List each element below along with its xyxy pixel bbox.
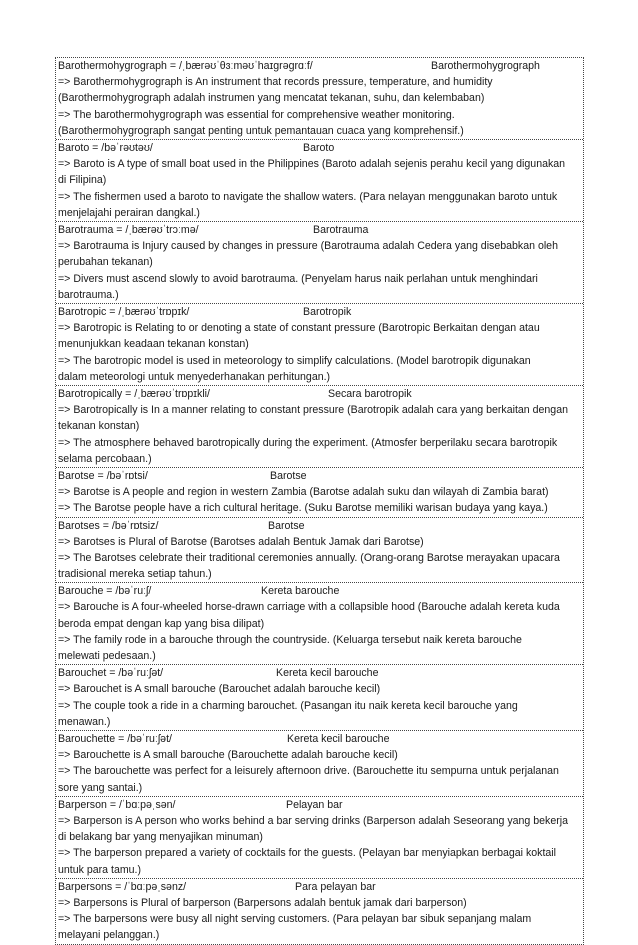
- entry-line: => The fishermen used a baroto to navigate the shallow waters. (Para nelayan menggunakan baroto untuk: [58, 190, 558, 203]
- entry-head: [58, 665, 581, 681]
- entry-translation: Barotse: [268, 519, 305, 532]
- entry-barouchette: [56, 731, 583, 797]
- entry-barothermohygrograph: [56, 58, 583, 140]
- entry-translation: Barothermohygrograph: [431, 60, 540, 72]
- entry-line: melewati pedesaan.): [58, 650, 156, 662]
- entry-line: menawan.): [58, 715, 111, 728]
- entry-line: => Baroto is A type of small boat used in the Philippines (Baroto adalah sejenis perahu kecil yang digunakan: [58, 158, 566, 170]
- entry-line: => The Barotse people have a rich cultural heritage. (Suku Barotse memiliki warisan budaya yang kaya.): [58, 502, 548, 515]
- entry-barotses: [56, 518, 583, 584]
- entry-line: => Barpersons is Plural of barperson (Barpersons adalah bentuk jamak dari barperson): [58, 896, 467, 909]
- entry-term: Barotses = /bəˈrɒtsiz/: [58, 519, 159, 532]
- entry-head: [58, 222, 581, 238]
- entry-line: => Barotropic is Relating to or denoting a state of constant pressure (Barotropic Berkaitan dengan atau: [58, 322, 540, 334]
- entry-translation: Secara barotropik: [328, 388, 412, 400]
- entry-line: untuk para tamu.): [58, 863, 142, 876]
- entry-baroto: [56, 140, 583, 222]
- entry-line: menjelajahi perairan dangkal.): [58, 206, 200, 219]
- entry-line: => The barotropic model is used in meteorology to simplify calculations. (Model barotropik digunakan: [58, 354, 531, 367]
- entry-translation: Para pelayan bar: [295, 880, 376, 893]
- entry-translation: Barotse: [270, 470, 307, 482]
- entry-translation: Baroto: [303, 142, 335, 154]
- entry-line: => Barotses is Plural of Barotse (Barotses adalah Bentuk Jamak dari Barotse): [58, 535, 424, 548]
- entry-line: => The barpersons were busy all night serving customers. (Para pelayan bar sibuk sepanjang malam: [58, 913, 532, 925]
- entry-translation: Pelayan bar: [286, 798, 343, 811]
- entry-line: tradisional mereka setiap tahun.): [58, 568, 212, 580]
- entry-line: di Filipina): [58, 174, 107, 187]
- entry-term: Barpersons = /ˈbɑːpəˌsənz/: [58, 880, 187, 893]
- entry-term: Barotrauma = /ˌbærəʊˈtrɔːmə/: [58, 224, 199, 236]
- entry-term: Barperson = /ˈbɑːpəˌsən/: [58, 798, 176, 811]
- entry-line: (Barothermohygrograph sangat penting untuk pemantauan cuaca yang komprehensif.): [58, 124, 464, 137]
- entry-line: beroda empat dengan kap yang bisa dilipat): [58, 617, 265, 630]
- entry-translation: Kereta barouche: [261, 585, 340, 598]
- entry-line: selama percobaan.): [58, 452, 152, 465]
- entry-line: dalam meteorologi untuk menyederhanakan perhitungan.): [58, 370, 331, 383]
- entry-term: Barouchet = /bəˈruːʃət/: [58, 667, 164, 680]
- dictionary-document: [55, 57, 584, 945]
- entry-head: [58, 731, 581, 747]
- entry-line: => Barotropically is In a manner relating to constant pressure (Barotropik adalah cara yang berkaitan dengan: [58, 404, 568, 416]
- entry-translation: Kereta kecil barouche: [276, 667, 379, 680]
- entry-line: => The barperson prepared a variety of cocktails for the guests. (Pelayan bar menyiapkan berbagai koktail: [58, 847, 556, 860]
- entry-term: Barotse = /bəˈrɒtsi/: [58, 470, 148, 482]
- entry-line: melayani pelanggan.): [58, 929, 160, 942]
- entry-barpersons: [56, 879, 583, 944]
- entry-line: => Barotse is A people and region in western Zambia (Barotse adalah suku dan wilayah di Zambia barat): [58, 486, 549, 498]
- entry-head: [58, 386, 581, 402]
- entry-line: => Barouchette is A small barouche (Barouchette adalah barouche kecil): [58, 749, 398, 761]
- entry-line: barotrauma.): [58, 288, 119, 301]
- entry-line: => The family rode in a barouche through the countryside. (Keluarga tersebut naik kereta barouche: [58, 633, 522, 646]
- entry-head: [58, 879, 581, 895]
- entry-barperson: [56, 797, 583, 879]
- entry-translation: Barotrauma: [313, 224, 369, 236]
- entry-barotropically: [56, 386, 583, 468]
- entry-term: Barotropic = /ˌbærəʊˈtrɒpɪk/: [58, 306, 190, 318]
- entry-line: => Divers must ascend slowly to avoid barotrauma. (Penyelam harus naik perlahan untuk menghindari: [58, 272, 538, 285]
- entry-head: [58, 518, 581, 534]
- entry-line: perubahan tekanan): [58, 256, 153, 269]
- entry-head: [58, 583, 581, 599]
- entry-head: [58, 797, 581, 813]
- entry-line: => Barouchet is A small barouche (Barouchet adalah barouche kecil): [58, 683, 381, 696]
- entry-head: [58, 304, 581, 320]
- entry-term: Baroto = /bəˈrəʊtəʊ/: [58, 142, 153, 154]
- entry-line: => The atmosphere behaved barotropically during the experiment. (Atmosfer berperilaku secara barotropik: [58, 436, 558, 449]
- entry-barotse: [56, 468, 583, 518]
- entry-term: Barotropically = /ˌbærəʊˈtrɒpɪkli/: [58, 388, 210, 400]
- entry-barotropic: [56, 304, 583, 386]
- entry-head: [58, 468, 581, 484]
- entry-line: => The couple took a ride in a charming barouchet. (Pasangan itu naik kereta kecil barouche yang: [58, 699, 518, 712]
- entry-line: => Barotrauma is Injury caused by changes in pressure (Barotrauma adalah Cedera yang disebabkan oleh: [58, 240, 558, 252]
- entry-term: Barouche = /bəˈruːʃ/: [58, 585, 152, 598]
- entry-barotrauma: [56, 222, 583, 304]
- entry-head: [58, 58, 581, 74]
- entry-head: [58, 140, 581, 156]
- entry-line: menunjukkan keadaan tekanan konstan): [58, 338, 249, 351]
- entry-translation: Barotropik: [303, 306, 352, 318]
- entry-line: => Barothermohygrograph is An instrument that records pressure, temperature, and humidity: [58, 76, 493, 88]
- entry-line: sore yang santai.): [58, 781, 143, 794]
- entry-term: Barouchette = /bəˈruːʃət/: [58, 733, 172, 745]
- entry-line: tekanan konstan): [58, 420, 140, 433]
- entry-barouche: [56, 583, 583, 665]
- entry-barouchet: [56, 665, 583, 731]
- entry-line: (Barothermohygrograph adalah instrumen yang mencatat tekanan, suhu, dan kelembaban): [58, 92, 485, 105]
- entry-line: di belakang bar yang menyajikan minuman): [58, 831, 263, 843]
- entry-line: => The barouchette was perfect for a leisurely afternoon drive. (Barouchette itu sempurna untuk perjalanan: [58, 765, 559, 778]
- entry-translation: Kereta kecil barouche: [287, 733, 390, 745]
- entry-line: => The Barotses celebrate their traditional ceremonies annually. (Orang-orang Barotse merayakan upacara: [58, 551, 560, 564]
- entry-line: => Barouche is A four-wheeled horse-drawn carriage with a collapsible hood (Barouche adalah kereta kuda: [58, 601, 560, 614]
- entry-line: => Barperson is A person who works behind a bar serving drinks (Barperson adalah Seseorang yang bekerja: [58, 814, 568, 827]
- entry-term: Barothermohygrograph = /ˌbærəʊˈθɜːməʊˈhaɪɡrəɡrɑːf/: [58, 60, 313, 72]
- entry-line: => The barothermohygrograph was essential for comprehensive weather monitoring.: [58, 108, 455, 121]
